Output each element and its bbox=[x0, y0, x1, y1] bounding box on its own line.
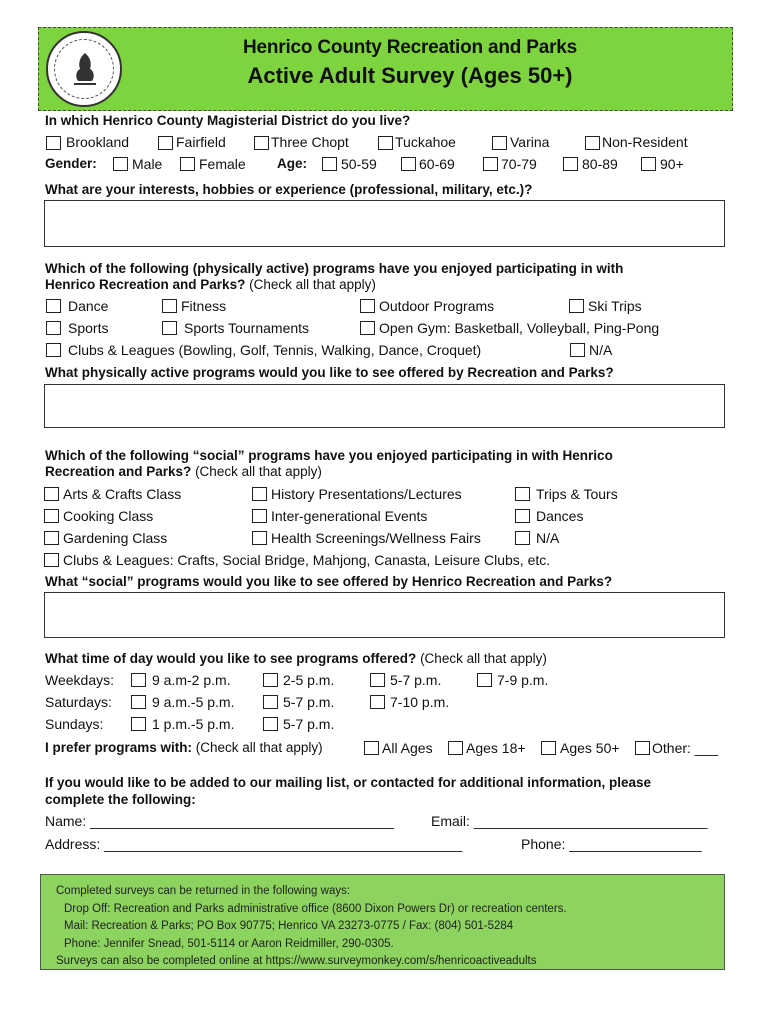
option-brookland: Brookland bbox=[66, 134, 130, 150]
option-three-chopt: Three Chopt bbox=[271, 134, 349, 150]
page-title: Henrico County Recreation and Parks bbox=[242, 37, 578, 58]
weekdays-label: Weekdays: bbox=[45, 672, 114, 688]
checkbox-ski-trips[interactable] bbox=[569, 299, 584, 313]
checkbox-sports-tournaments[interactable] bbox=[162, 321, 177, 335]
gender-label: Gender: bbox=[45, 156, 97, 171]
return-info-online: Surveys can also be completed online at https://www.surveymonkey.com/s/henricoactiveadults bbox=[56, 955, 537, 967]
option-weekdays-9-2: 9 a.m-2 p.m. bbox=[152, 672, 231, 688]
option-trips-tours: Trips & Tours bbox=[536, 486, 618, 502]
option-sports: Sports bbox=[68, 320, 109, 336]
option-weekdays-7-9: 7-9 p.m. bbox=[497, 672, 549, 688]
option-inter-generational: Inter-generational Events bbox=[271, 508, 428, 524]
checkbox-female[interactable] bbox=[180, 157, 195, 171]
option-tuckahoe: Tuckahoe bbox=[395, 134, 456, 150]
option-gardening-class: Gardening Class bbox=[63, 530, 168, 546]
mailing-line1: If you would like to be added to our mailing list, or contacted for additional information, please bbox=[45, 775, 652, 790]
physical-question-note: (Check all that apply) bbox=[245, 277, 376, 292]
prefer-label-note: (Check all that apply) bbox=[192, 740, 323, 755]
checkbox-social-na[interactable] bbox=[515, 531, 530, 545]
option-clubs-leagues: Clubs & Leagues (Bowling, Golf, Tennis, Walking, Dance, Croquet) bbox=[68, 342, 482, 358]
checkbox-arts-crafts[interactable] bbox=[44, 487, 59, 501]
option-social-na: N/A bbox=[536, 530, 560, 546]
option-saturdays-5-7: 5-7 p.m. bbox=[283, 694, 335, 710]
physical-question-line1: Which of the following (physically active) programs have you enjoyed participating in with bbox=[45, 261, 624, 276]
checkbox-other[interactable] bbox=[635, 741, 650, 755]
checkbox-age-60-69[interactable] bbox=[401, 157, 416, 171]
physical-question-line2 bbox=[45, 277, 376, 292]
seal-emblem-icon bbox=[70, 51, 100, 87]
checkbox-dance[interactable] bbox=[46, 299, 61, 313]
option-sundays-1-5: 1 p.m.-5 p.m. bbox=[152, 716, 235, 732]
checkbox-fitness[interactable] bbox=[162, 299, 177, 313]
time-question-note: (Check all that apply) bbox=[416, 651, 547, 666]
checkbox-saturdays-5-7[interactable] bbox=[263, 695, 278, 709]
option-saturdays-9-5: 9 a.m.-5 p.m. bbox=[152, 694, 235, 710]
checkbox-age-90-plus[interactable] bbox=[641, 157, 656, 171]
page-subtitle: Active Adult Survey (Ages 50+) bbox=[247, 63, 573, 88]
interests-question: What are your interests, hobbies or experience (professional, military, etc.)? bbox=[45, 182, 533, 197]
address-field[interactable]: Address: ______________________________________________ bbox=[45, 836, 463, 852]
option-dances: Dances bbox=[536, 508, 584, 524]
checkbox-tuckahoe[interactable] bbox=[378, 136, 393, 150]
checkbox-saturdays-9-5[interactable] bbox=[131, 695, 146, 709]
checkbox-sundays-5-7[interactable] bbox=[263, 717, 278, 731]
prefer-label-bold: I prefer programs with: bbox=[45, 740, 193, 755]
checkbox-weekdays-7-9[interactable] bbox=[477, 673, 492, 687]
email-field[interactable]: Email: ______________________________ bbox=[431, 813, 708, 829]
checkbox-saturdays-7-10[interactable] bbox=[370, 695, 385, 709]
checkbox-inter-generational[interactable] bbox=[252, 509, 267, 523]
time-question bbox=[45, 651, 547, 666]
phone-field[interactable]: Phone: _________________ bbox=[521, 836, 702, 852]
social-wish-question: What “social” programs would you like to see offered by Henrico Recreation and Parks? bbox=[45, 574, 613, 589]
checkbox-gardening-class[interactable] bbox=[44, 531, 59, 545]
social-question-bold: Recreation and Parks? bbox=[45, 464, 192, 479]
option-varina: Varina bbox=[510, 134, 550, 150]
option-history-presentations: History Presentations/Lectures bbox=[271, 486, 462, 502]
option-sports-tournaments: Sports Tournaments bbox=[184, 320, 310, 336]
checkbox-all-ages[interactable] bbox=[364, 741, 379, 755]
social-question-note: (Check all that apply) bbox=[191, 464, 322, 479]
checkbox-sports[interactable] bbox=[46, 321, 61, 335]
social-question-line2 bbox=[45, 464, 322, 479]
checkbox-history-presentations[interactable] bbox=[252, 487, 267, 501]
option-other: Other: ___ bbox=[652, 740, 719, 756]
checkbox-weekdays-5-7[interactable] bbox=[370, 673, 385, 687]
checkbox-age-80-89[interactable] bbox=[563, 157, 578, 171]
return-info-mail: Mail: Recreation & Parks; PO Box 90775; Henrico VA 23273-0775 / Fax: (804) 501-5284 bbox=[64, 920, 514, 932]
option-age-50-59: 50-59 bbox=[341, 156, 377, 172]
option-all-ages: All Ages bbox=[382, 740, 433, 756]
sundays-label: Sundays: bbox=[45, 716, 104, 732]
checkbox-open-gym[interactable] bbox=[360, 321, 375, 335]
checkbox-age-50-59[interactable] bbox=[322, 157, 337, 171]
option-health-screenings: Health Screenings/Wellness Fairs bbox=[271, 530, 481, 546]
return-info-dropoff: Drop Off: Recreation and Parks administrative office (8600 Dixon Powers Dr) or recreation centers. bbox=[64, 902, 567, 915]
checkbox-health-screenings[interactable] bbox=[252, 531, 267, 545]
interests-textarea[interactable] bbox=[44, 200, 725, 247]
physical-wish-question: What physically active programs would you like to see offered by Recreation and Parks? bbox=[45, 365, 614, 380]
option-fitness: Fitness bbox=[181, 298, 227, 314]
checkbox-physical-na[interactable] bbox=[570, 343, 585, 357]
checkbox-male[interactable] bbox=[113, 157, 128, 171]
option-dance: Dance bbox=[68, 298, 109, 314]
checkbox-trips-tours[interactable] bbox=[515, 487, 530, 501]
return-info-box bbox=[40, 874, 725, 970]
saturdays-label: Saturdays: bbox=[45, 694, 112, 710]
checkbox-weekdays-2-5[interactable] bbox=[263, 673, 278, 687]
option-weekdays-2-5: 2-5 p.m. bbox=[283, 672, 335, 688]
checkbox-outdoor-programs[interactable] bbox=[360, 299, 375, 313]
option-age-60-69: 60-69 bbox=[419, 156, 455, 172]
option-age-80-89: 80-89 bbox=[582, 156, 618, 172]
option-non-resident: Non-Resident bbox=[602, 134, 688, 150]
social-question-line1: Which of the following “social” programs have you enjoyed participating in with Henrico bbox=[45, 448, 613, 463]
option-outdoor-programs: Outdoor Programs bbox=[379, 298, 495, 314]
physical-question-bold: Henrico Recreation and Parks? bbox=[45, 277, 246, 292]
time-question-bold: What time of day would you like to see programs offered? bbox=[45, 651, 417, 666]
county-seal-logo bbox=[46, 31, 122, 107]
option-fairfield: Fairfield bbox=[176, 134, 226, 150]
checkbox-sundays-1-5[interactable] bbox=[131, 717, 146, 731]
district-question: In which Henrico County Magisterial District do you live? bbox=[45, 113, 411, 128]
checkbox-three-chopt[interactable] bbox=[254, 136, 269, 150]
checkbox-weekdays-9-2[interactable] bbox=[131, 673, 146, 687]
return-info-phone: Phone: Jennifer Snead, 501-5114 or Aaron Reidmiller, 290-0305. bbox=[64, 937, 394, 950]
option-female: Female bbox=[199, 156, 246, 172]
checkbox-brookland[interactable] bbox=[46, 136, 61, 150]
physical-wish-textarea[interactable] bbox=[44, 384, 725, 428]
option-ages-18: Ages 18+ bbox=[466, 740, 526, 756]
option-social-clubs: Clubs & Leagues: Crafts, Social Bridge, Mahjong, Canasta, Leisure Clubs, etc. bbox=[63, 552, 551, 568]
option-open-gym: Open Gym: Basketball, Volleyball, Ping-Pong bbox=[379, 320, 660, 336]
return-info-title: Completed surveys can be returned in the following ways: bbox=[56, 885, 351, 897]
checkbox-fairfield[interactable] bbox=[158, 136, 173, 150]
checkbox-dances[interactable] bbox=[515, 509, 530, 523]
checkbox-age-70-79[interactable] bbox=[483, 157, 498, 171]
checkbox-ages-18[interactable] bbox=[448, 741, 463, 755]
option-age-70-79: 70-79 bbox=[501, 156, 537, 172]
option-male: Male bbox=[132, 156, 163, 172]
checkbox-clubs-leagues[interactable] bbox=[46, 343, 61, 357]
option-saturdays-7-10: 7-10 p.m. bbox=[390, 694, 450, 710]
prefer-label bbox=[45, 740, 323, 755]
checkbox-non-resident[interactable] bbox=[585, 136, 600, 150]
option-sundays-5-7: 5-7 p.m. bbox=[283, 716, 335, 732]
checkbox-ages-50[interactable] bbox=[541, 741, 556, 755]
option-ski-trips: Ski Trips bbox=[588, 298, 642, 314]
option-weekdays-5-7: 5-7 p.m. bbox=[390, 672, 442, 688]
social-wish-textarea[interactable] bbox=[44, 592, 725, 638]
option-ages-50: Ages 50+ bbox=[560, 740, 620, 756]
checkbox-cooking-class[interactable] bbox=[44, 509, 59, 523]
option-physical-na: N/A bbox=[589, 342, 613, 358]
checkbox-social-clubs[interactable] bbox=[44, 553, 59, 567]
checkbox-varina[interactable] bbox=[492, 136, 507, 150]
mailing-line2: complete the following: bbox=[45, 792, 196, 807]
option-cooking-class: Cooking Class bbox=[63, 508, 154, 524]
option-age-90-plus: 90+ bbox=[660, 156, 684, 172]
name-field[interactable]: Name: _______________________________________ bbox=[45, 813, 394, 829]
option-arts-crafts: Arts & Crafts Class bbox=[63, 486, 182, 502]
age-label: Age: bbox=[277, 156, 307, 171]
